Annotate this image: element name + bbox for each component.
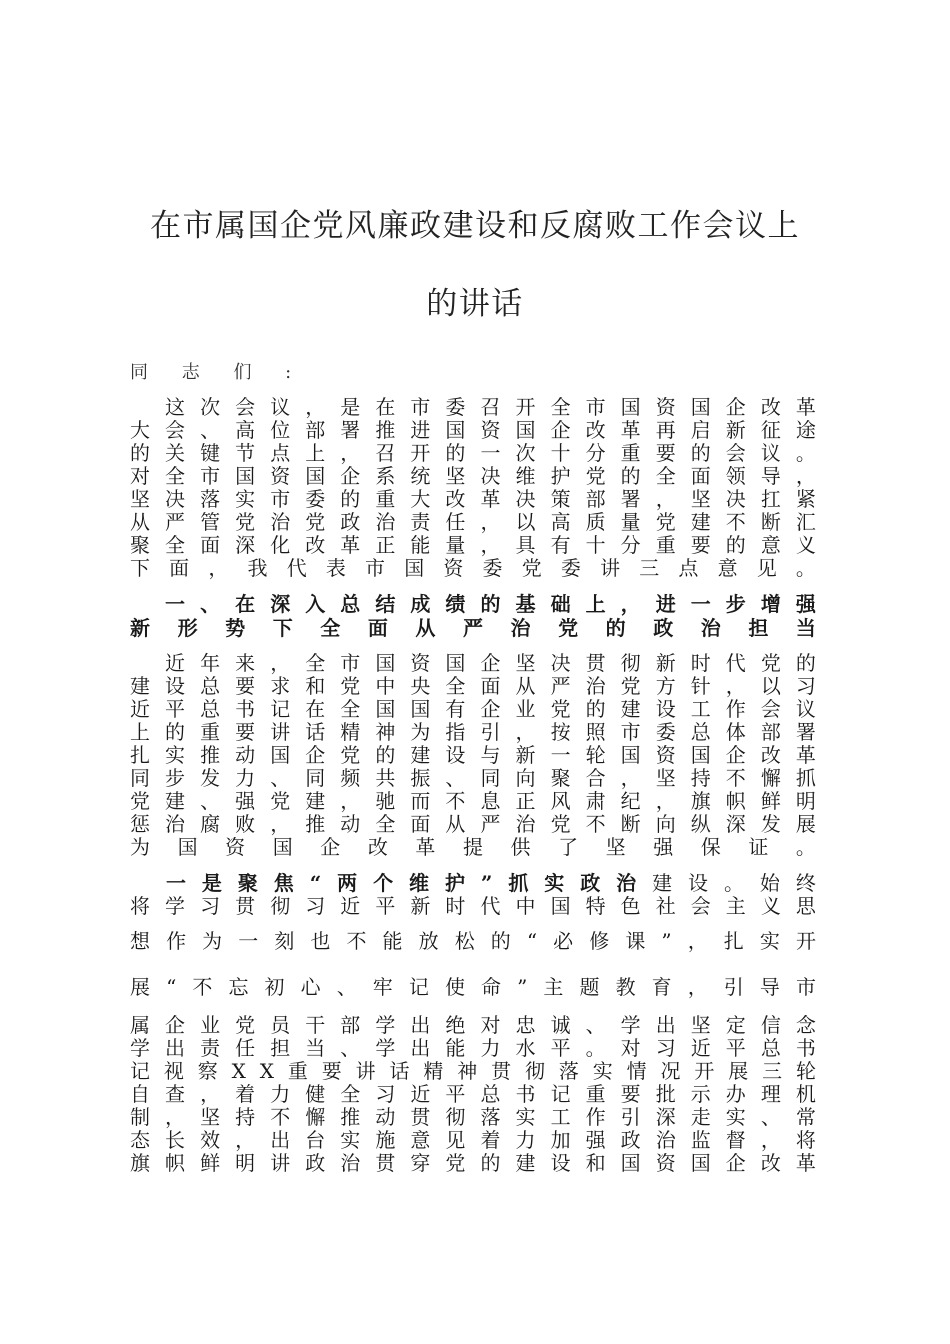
text-line: 聚 全 面 深 化 改 革 正 能 量 ， 具 有 十 分 重 要 的 意 义 (130, 533, 816, 557)
text-line: 展 “ 不 忘 初 心 、 牢 记 使 命 ” 主 题 教 育 ， 引 导 市 (130, 975, 816, 999)
text-line: 一 是 聚 焦 “ 两 个 维 护 ” 抓 实 政 治 建 设 。 始 终 (165, 871, 816, 895)
text-line: 上 的 重 要 讲 话 精 神 为 指 引 ， 按 照 市 委 总 体 部 署 (130, 720, 816, 744)
text-line: 为 国 资 国 企 改 革 提 供 了 坚 强 保 证 。 (130, 835, 816, 859)
text-line: 近 年 来 ， 全 市 国 资 国 企 坚 决 贯 彻 新 时 代 党 的 (165, 651, 816, 675)
text-line: 党 建 、 强 党 建 ， 驰 而 不 息 正 风 肃 纪 ， 旗 帜 鲜 明 (130, 789, 816, 813)
text-line: 学 出 责 任 担 当 、 学 出 能 力 水 平 。 对 习 近 平 总 书 (130, 1036, 816, 1060)
text-line: 的 关 键 节 点 上 ， 召 开 的 一 次 十 分 重 要 的 会 议 。 (130, 441, 816, 465)
text-line: 一 、 在 深 入 总 结 成 绩 的 基 础 上 ， 进 一 步 增 强 (165, 592, 816, 616)
text-line: 建 设 总 要 求 和 党 中 央 全 面 从 严 治 党 方 针 ， 以 习 (130, 674, 816, 698)
text-line: 这 次 会 议 ， 是 在 市 委 召 开 全 市 国 资 国 企 改 革 (165, 395, 816, 419)
page-title-line-2: 的讲话 (426, 286, 524, 322)
text-line: 下 面 ， 我 代 表 市 国 资 委 党 委 讲 三 点 意 见 。 (130, 556, 816, 580)
text-line: 新 形 势 下 全 面 从 严 治 党 的 政 治 担 当 (130, 616, 816, 640)
text-line: 旗 帜 鲜 明 讲 政 治 贯 穿 党 的 建 设 和 国 资 国 企 改 革 (130, 1151, 816, 1175)
salutation: 同 志 们 : (130, 362, 306, 383)
text-line: 坚 决 落 实 市 委 的 重 大 改 革 决 策 部 署 ， 坚 决 扛 紧 (130, 487, 816, 511)
text-line: 制 ， 坚 持 不 懈 推 动 贯 彻 落 实 工 作 引 深 走 实 、 常 (130, 1105, 816, 1129)
text-line: 记 视 察 X X 重 要 讲 话 精 神 贯 彻 落 实 情 况 开 展 三 轮 (130, 1059, 816, 1083)
page-title-line-1: 在市属国企党风廉政建设和反腐败工作会议上 (150, 208, 800, 244)
text-line: 大 会 、 高 位 部 署 推 进 国 资 国 企 改 革 再 启 新 征 途 (130, 418, 816, 442)
text-line: 同 步 发 力 、 同 频 共 振 、 同 向 聚 合 ， 坚 持 不 懈 抓 (130, 766, 816, 790)
text-line: 惩 治 腐 败 ， 推 动 全 面 从 严 治 党 不 断 向 纵 深 发 展 (130, 812, 816, 836)
text-line: 想 作 为 一 刻 也 不 能 放 松 的 “ 必 修 课 ” ， 扎 实 开 (130, 929, 816, 953)
text-line: 属 企 业 党 员 干 部 学 出 绝 对 忠 诚 、 学 出 坚 定 信 念 (130, 1013, 816, 1037)
text-line: 从 严 管 党 治 党 政 治 责 任 ， 以 高 质 量 党 建 不 断 汇 (130, 510, 816, 534)
text-line: 将 学 习 贯 彻 习 近 平 新 时 代 中 国 特 色 社 会 主 义 思 (130, 894, 816, 918)
text-line: 近 平 总 书 记 在 全 国 国 有 企 业 党 的 建 设 工 作 会 议 (130, 697, 816, 721)
text-line: 对 全 市 国 资 国 企 系 统 坚 决 维 护 党 的 全 面 领 导 ， (130, 464, 816, 488)
text-line: 自 查 ， 着 力 健 全 习 近 平 总 书 记 重 要 批 示 办 理 机 (130, 1082, 816, 1106)
text-line: 态 长 效 ， 出 台 实 施 意 见 着 力 加 强 政 治 监 督 ， 将 (130, 1128, 816, 1152)
text-line: 扎 实 推 动 国 企 党 的 建 设 与 新 一 轮 国 资 国 企 改 革 (130, 743, 816, 767)
